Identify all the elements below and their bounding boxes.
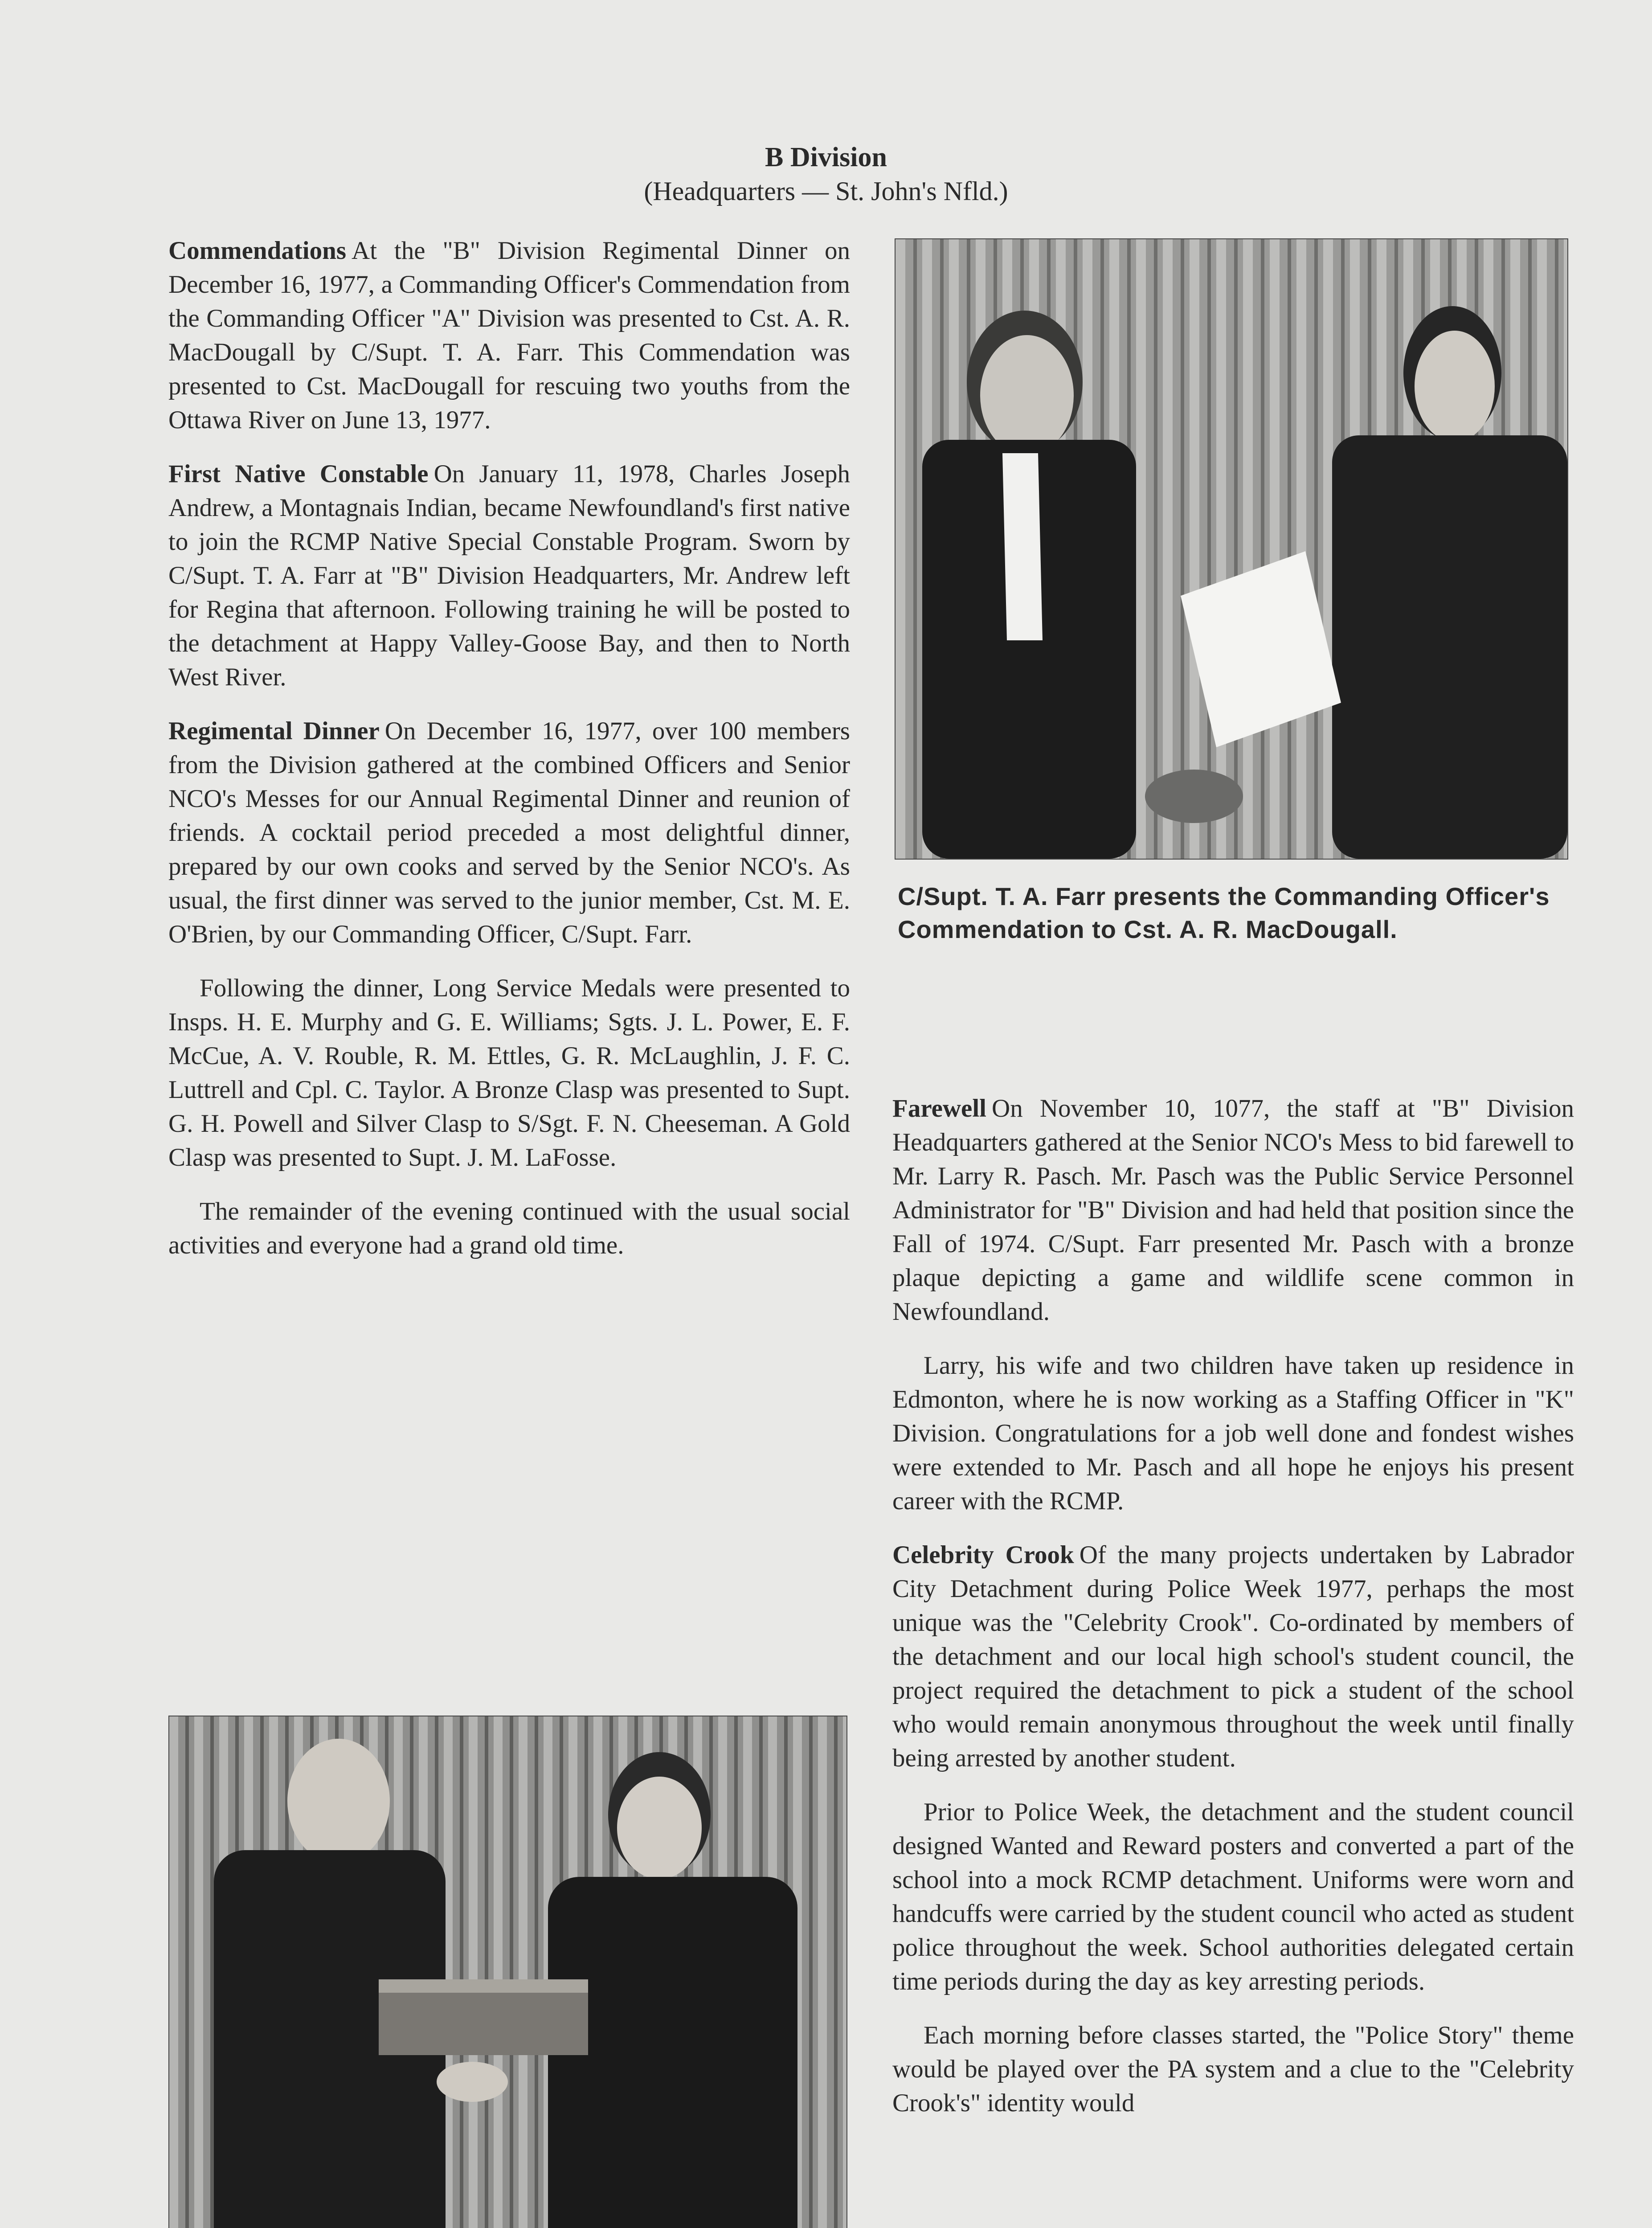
section-title: B Division [765, 142, 887, 172]
long-service-paragraph: Following the dinner, Long Service Medals were presented to Insps. H. E. Murphy and G. E. Williams; Sgts. J. L. Power, E. F. McCue, A. V. Rouble, R. M. Ettles, G. R. McLaughlin, J. F. C. Luttrell and Cpl. C. Taylor. A Bronze Clasp was presented to Supt. G. H. Powell and Silver Clasp to S/Sgt. F. N. Cheeseman. A Gold Clasp was presented to Supt. J. M. LaFosse. [168, 974, 850, 1171]
regimental-dinner-heading: Regimental Dinner [168, 717, 380, 745]
commendation-photo-image [896, 239, 1567, 859]
first-native-constable-heading: First Native Constable [168, 460, 429, 488]
commendations-heading: Commendations [168, 237, 347, 265]
evening-paragraph: The remainder of the evening continued with the usual social activities and everyone had a grand old time. [168, 1197, 850, 1259]
pasch-edmonton-paragraph: Larry, his wife and two children have taken up residence in Edmonton, where he is now working as a Staffing Officer in "K" Division. Congratulations for a job well done and fondest wishes were extended to Mr. Pasch and all hope he enjoys his present career with the RCMP. [892, 1352, 1574, 1515]
regimental-dinner-paragraph: Regimental Dinner On December 16, 1977, over 100 members from the Division gathered at the combined Officers and Senior NCO's Messes for our Annual Regimental Dinner and reunion of friends. A cocktail period preceded a most delightful dinner, prepared by our own cooks and served by the Senior NCO's. As usual, the first dinner was served to the junior member, Cst. M. E. O'Brien, by our Commanding Officer, C/Supt. Farr. [168, 717, 850, 948]
photo-commendation-caption: C/Supt. T. A. Farr presents the Commanding Officer's Commendation to Cst. A. R. MacDougall. [898, 882, 1550, 943]
left-column [168, 234, 850, 1282]
commendations-paragraph: Commendations At the "B" Division Regimental Dinner on December 16, 1977, a Commanding Officer's Commendation from the Commanding Officer "A" Division was presented to Cst. A. R. MacDougall by C/Supt. T. A. Farr. This Commendation was presented to Cst. MacDougall for rescuing two youths from the Ottawa River on June 13, 1977. [168, 237, 850, 434]
farewell-paragraph: Farewell On November 10, 1077, the staff at "B" Division Headquarters gathered at the Senior NCO's Mess to bid farewell to Mr. Larry R. Pasch. Mr. Pasch was the Public Service Personnel Administrator for "B" Division and had held that position since the Fall of 1974. C/Supt. Farr presented Mr. Pasch with a bronze plaque depicting a game and wildlife scene common in Newfoundland. [892, 1094, 1574, 1326]
police-story-paragraph: Each morning before classes started, the "Police Story" theme would be played over the PA system and a clue to the "Celebrity Crook's" identity would [892, 2021, 1574, 2117]
first-native-constable-paragraph: First Native Constable On January 11, 1978, Charles Joseph Andrew, a Montagnais Indian, became Newfoundland's first native to join the RCMP Native Special Constable Program. Sworn by C/Supt. T. A. Farr at "B" Division Headquarters, Mr. Andrew left for Regina that afternoon. Following training he will be posted to the detachment at Happy Valley-Goose Bay, and then to North West River. [168, 460, 850, 691]
photo-farewell-gift [168, 1716, 847, 2228]
right-column [892, 1092, 1574, 2140]
photo-commendation [895, 238, 1568, 860]
celebrity-crook-paragraph: Celebrity Crook Of the many projects undertaken by Labrador City Detachment during Police Week 1977, perhaps the most unique was the "Celebrity Crook". Co-ordinated by members of the detachment and our local high school's student council, the project required the detachment to pick a student of the school who would remain anonymous throughout the week until finally being arrested by another student. [892, 1541, 1574, 1772]
farewell-gift-photo-image [169, 1716, 846, 2228]
section-subtitle: (Headquarters — St. John's Nfld.) [644, 176, 1008, 206]
celebrity-crook-heading: Celebrity Crook [892, 1541, 1074, 1569]
police-week-paragraph: Prior to Police Week, the detachment and the student council designed Wanted and Reward posters and converted a part of the school into a mock RCMP detachment. Uniforms were worn and handcuffs were carried by the student council who acted as student police throughout the week. School authorities delegated certain time periods during the day as key arresting periods. [892, 1798, 1574, 1995]
farewell-heading: Farewell [892, 1094, 987, 1122]
